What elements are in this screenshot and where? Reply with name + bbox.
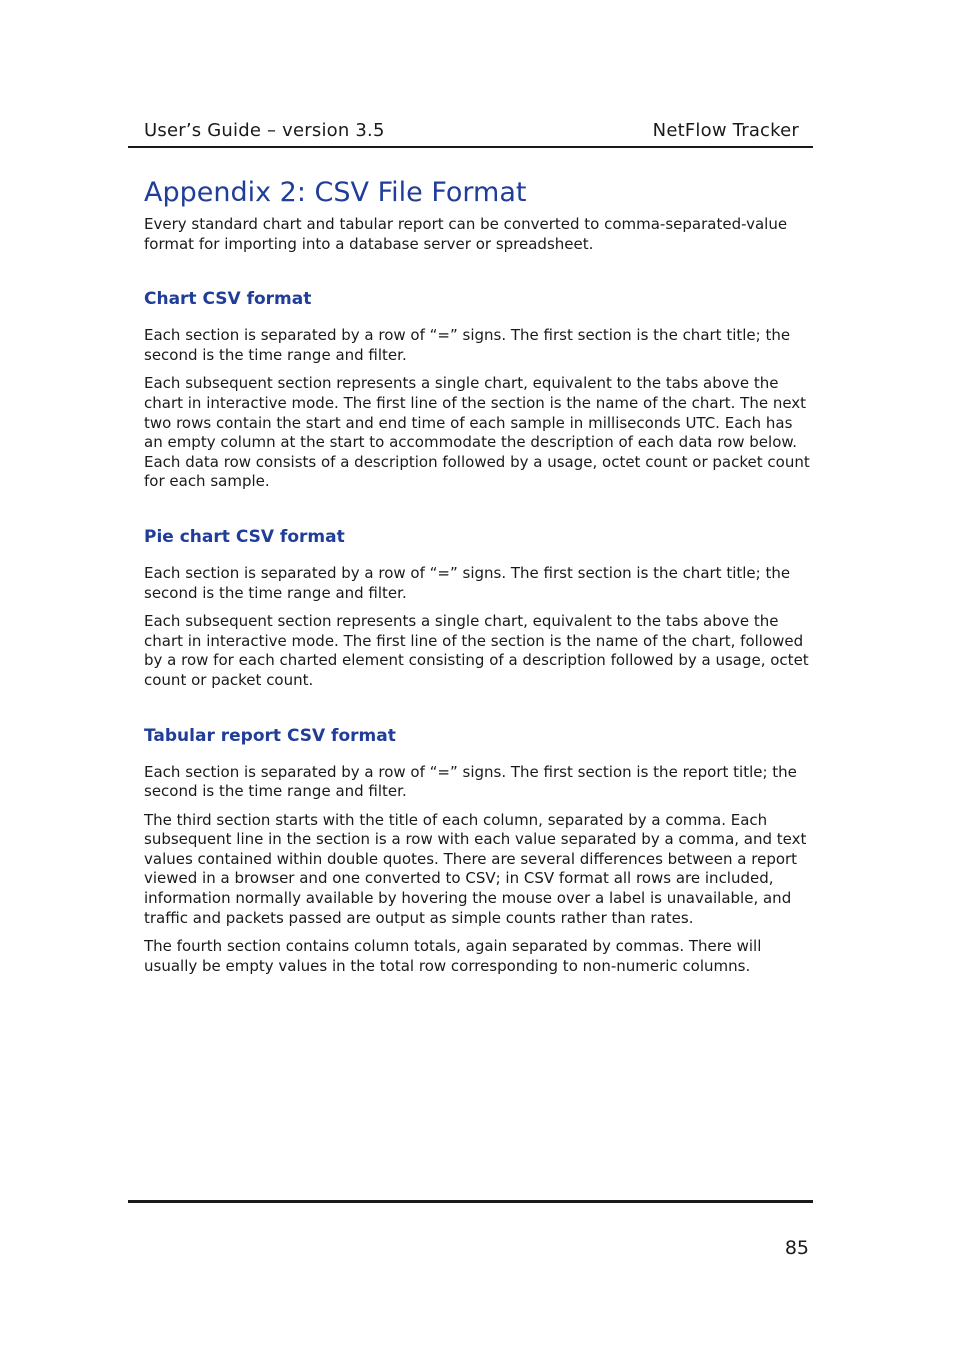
section-paragraph: The third section starts with the title of each column, separated by a comma. Each subsequent line in the section is a row with each value separated by a comma, and text values contained within double quotes. There are several differences between a report viewed in a browser and one converted to CSV; in CSV format all rows are included, information normally available by hovering the mouse over a label is unavailable, and traffic and packets passed are output as simple counts rather than rates. [144,810,807,927]
section-paragraph: Each subsequent section represents a single chart, equivalent to the tabs above the chart in interactive mode. The first line of the section is the name of the chart, followed by a row for each charted element consisting of a description followed by a usage, octet count or packet count. [144,612,809,689]
section-chart-csv [144,288,814,492]
section-tabular-report-csv [144,725,814,977]
section-heading: Chart CSV format [144,289,312,310]
page-content [144,176,814,985]
section-heading: Pie chart CSV format [144,526,345,547]
section-paragraph: Each section is separated by a row of “=” signs. The first section is the chart title; the second is the time range and filter. [144,563,791,602]
section-paragraph: Each subsequent section represents a single chart, equivalent to the tabs above the chart in interactive mode. The first line of the section is the name of the chart. The next two rows contain the start and end time of each sample in milliseconds UTC. Each has an empty column at the start to accommodate the description of each data row below. Each data row consists of a description followed by a usage, octet count or packet count for each sample. [144,374,810,491]
footer-divider [128,1200,813,1203]
section-paragraph: Each section is separated by a row of “=” signs. The first section is the report title; the second is the time range and filter. [144,762,797,801]
page-number: 85 [784,1237,809,1259]
header-product-name: NetFlow Tracker [652,120,799,141]
page-header [128,118,813,148]
section-heading: Tabular report CSV format [144,725,396,746]
section-paragraph: Each section is separated by a row of “=” signs. The first section is the chart title; the second is the time range and filter. [144,326,791,364]
section-pie-chart-csv [144,526,814,691]
intro-paragraph: Every standard chart and tabular report can be converted to comma-separated-value format for importing into a database server or spreadsheet. [144,215,788,253]
header-guide-title: User’s Guide – version 3.5 [144,120,385,141]
section-paragraph: The fourth section contains column totals, again separated by commas. There will usually be empty values in the total row corresponding to non-numeric columns. [144,937,762,975]
appendix-title: Appendix 2: CSV File Format [144,177,527,208]
